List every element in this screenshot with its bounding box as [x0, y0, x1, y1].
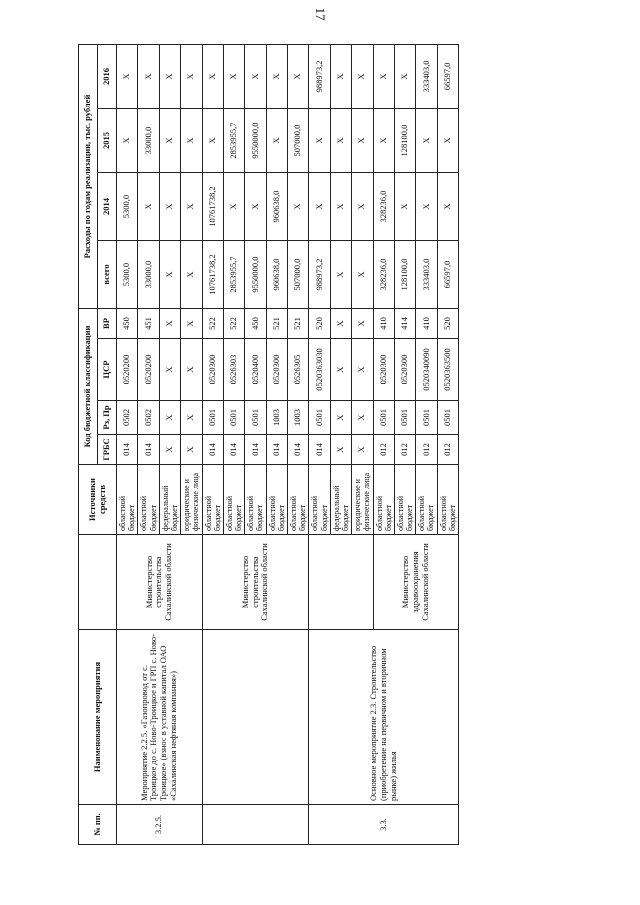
executor-cell: Министерство строительства Сахалинской области — [202, 535, 309, 630]
y2015-cell: X — [181, 109, 202, 173]
rotated-table-wrapper — [78, 45, 578, 845]
executor-cell: Министерство строительства Сахалинской области — [117, 535, 203, 630]
total-cell: X — [352, 241, 373, 309]
csr-cell: X — [330, 339, 351, 401]
rz-cell: 0501 — [416, 401, 437, 435]
grbs-cell: X — [181, 435, 202, 465]
measure-name: Мероприятие 2.2.5. «Газопровод от с. Троицкое до с. Ново-Троицкое и ГРП с. Ново-Троицкое» (взнос в уставной капитал ОАО «Сахалинская нефтяная компания») — [117, 630, 203, 805]
page-number: 17 — [313, 7, 328, 21]
y2015-cell: X — [330, 109, 351, 173]
y2015-cell: X — [202, 109, 223, 173]
total-cell: X — [159, 241, 180, 309]
y2014-cell: 5300,0 — [117, 173, 138, 241]
executor-cell: Министерство здравоохранения Сахалинской области — [373, 535, 459, 630]
total-cell: 507000,0 — [288, 241, 309, 309]
table-body — [117, 44, 459, 844]
vr-cell: 521 — [266, 309, 287, 339]
header-rz: Рз, Пр — [98, 401, 117, 435]
source-cell: областной бюджет — [394, 465, 415, 535]
source-cell: областной бюджет — [138, 465, 159, 535]
total-cell: 66597,0 — [437, 241, 458, 309]
grbs-cell: 012 — [437, 435, 458, 465]
y2014-cell: X — [309, 173, 330, 241]
grbs-cell: 012 — [373, 435, 394, 465]
vr-cell: 520 — [437, 309, 458, 339]
y2016-cell: X — [159, 44, 180, 108]
source-cell: областной бюджет — [117, 465, 138, 535]
y2014-cell: X — [416, 173, 437, 241]
vr-cell: 522 — [202, 309, 223, 339]
y2016-cell: X — [202, 44, 223, 108]
csr-cell: 0520200 — [117, 339, 138, 401]
y2016-cell: X — [223, 44, 244, 108]
total-cell: X — [181, 241, 202, 309]
y2015-cell: 507000,0 — [288, 109, 309, 173]
csr-cell: 0526303 — [223, 339, 244, 401]
grbs-cell: X — [159, 435, 180, 465]
measure-name — [202, 630, 309, 805]
csr-cell: 0520300 — [266, 339, 287, 401]
header-grbs: ГРБС — [98, 435, 117, 465]
source-cell: юридические и физические лица — [181, 465, 202, 535]
total-cell: 128100,0 — [394, 241, 415, 309]
y2014-cell: X — [181, 173, 202, 241]
grbs-cell: 014 — [288, 435, 309, 465]
rz-cell: 1003 — [266, 401, 287, 435]
grbs-cell: 014 — [266, 435, 287, 465]
y2015-cell: 33000,0 — [138, 109, 159, 173]
vr-cell: 414 — [394, 309, 415, 339]
header-code-group: Код бюджетной классификации — [79, 309, 98, 465]
y2015-cell: X — [352, 109, 373, 173]
rz-cell: X — [330, 401, 351, 435]
total-cell: 10761738,2 — [202, 241, 223, 309]
total-cell: 33000,0 — [138, 241, 159, 309]
y2016-cell: X — [352, 44, 373, 108]
header-executor — [79, 535, 117, 630]
total-cell: 2853955,7 — [223, 241, 244, 309]
total-cell: 9550000,0 — [245, 241, 266, 309]
rz-cell: X — [352, 401, 373, 435]
grbs-cell: 014 — [245, 435, 266, 465]
vr-cell: 522 — [223, 309, 244, 339]
rz-cell: X — [181, 401, 202, 435]
source-cell: областной бюджет — [309, 465, 330, 535]
header-total: всего — [98, 241, 117, 309]
header-name: Наименование мероприятия — [79, 630, 117, 805]
source-cell: областной бюджет — [223, 465, 244, 535]
y2016-cell: 988973,2 — [309, 44, 330, 108]
y2015-cell: X — [159, 109, 180, 173]
source-cell: областной бюджет — [437, 465, 458, 535]
source-cell: областной бюджет — [202, 465, 223, 535]
grbs-cell: 012 — [416, 435, 437, 465]
y2014-cell: X — [394, 173, 415, 241]
y2014-cell: 960638,0 — [266, 173, 287, 241]
csr-cell: 0520200 — [138, 339, 159, 401]
rz-cell: 0501 — [437, 401, 458, 435]
y2014-cell: X — [352, 173, 373, 241]
rz-cell: 1003 — [288, 401, 309, 435]
source-cell: областной бюджет — [266, 465, 287, 535]
header-2016: 2016 — [98, 44, 117, 108]
csr-cell: 0520363500 — [437, 339, 458, 401]
grbs-cell: X — [330, 435, 351, 465]
table-row — [309, 44, 330, 844]
y2016-cell: 66597,0 — [437, 44, 458, 108]
header-csr: ЦСР — [98, 339, 117, 401]
csr-cell: 0520300 — [202, 339, 223, 401]
csr-cell: 0526305 — [288, 339, 309, 401]
csr-cell: 0520300 — [394, 339, 415, 401]
source-cell: областной бюджет — [288, 465, 309, 535]
y2014-cell: X — [437, 173, 458, 241]
y2016-cell: X — [288, 44, 309, 108]
executor-cell — [309, 535, 373, 630]
row-number: 3.3. — [309, 805, 459, 845]
rz-cell: 0501 — [309, 401, 330, 435]
y2016-cell: X — [138, 44, 159, 108]
grbs-cell: X — [352, 435, 373, 465]
y2016-cell: X — [117, 44, 138, 108]
header-2015: 2015 — [98, 109, 117, 173]
rz-cell: 0501 — [223, 401, 244, 435]
y2015-cell: 9550000,0 — [245, 109, 266, 173]
header-expenses-group: Расходы по годам реализации, тыс. рублей — [79, 44, 98, 308]
grbs-cell: 014 — [138, 435, 159, 465]
table-header — [79, 44, 117, 844]
vr-cell: 450 — [117, 309, 138, 339]
y2016-cell: X — [373, 44, 394, 108]
rz-cell: X — [159, 401, 180, 435]
grbs-cell: 014 — [309, 435, 330, 465]
total-cell: 333403,0 — [416, 241, 437, 309]
grbs-cell: 014 — [117, 435, 138, 465]
rz-cell: 0501 — [394, 401, 415, 435]
total-cell: X — [330, 241, 351, 309]
csr-cell: X — [352, 339, 373, 401]
source-cell: областной бюджет — [416, 465, 437, 535]
y2016-cell: X — [245, 44, 266, 108]
rz-cell: 0502 — [117, 401, 138, 435]
rz-cell: 0501 — [202, 401, 223, 435]
vr-cell: 410 — [373, 309, 394, 339]
source-cell: областной бюджет — [373, 465, 394, 535]
grbs-cell: 012 — [394, 435, 415, 465]
y2015-cell: X — [416, 109, 437, 173]
vr-cell: 521 — [288, 309, 309, 339]
csr-cell: 0520340090 — [416, 339, 437, 401]
y2015-cell: X — [266, 109, 287, 173]
y2015-cell: X — [437, 109, 458, 173]
source-cell: федеральный бюджет — [159, 465, 180, 535]
y2016-cell: X — [330, 44, 351, 108]
total-cell: 5300,0 — [117, 241, 138, 309]
vr-cell: X — [159, 309, 180, 339]
y2016-cell: X — [394, 44, 415, 108]
row-number: 3.2.5. — [117, 805, 203, 845]
y2016-cell: X — [266, 44, 287, 108]
y2014-cell: X — [245, 173, 266, 241]
source-cell: юридические и физические лица — [352, 465, 373, 535]
header-2014: 2014 — [98, 173, 117, 241]
rz-cell: 0502 — [138, 401, 159, 435]
y2015-cell: X — [373, 109, 394, 173]
y2015-cell: 2853955,7 — [223, 109, 244, 173]
csr-cell: X — [181, 339, 202, 401]
header-num: № пп. — [79, 805, 117, 845]
y2014-cell: 328236,0 — [373, 173, 394, 241]
table-row — [117, 44, 138, 844]
row-number — [202, 805, 309, 845]
y2015-cell: 128100,0 — [394, 109, 415, 173]
vr-cell: 451 — [138, 309, 159, 339]
total-cell: 988973,2 — [309, 241, 330, 309]
y2015-cell: X — [117, 109, 138, 173]
y2014-cell: 10761738,2 — [202, 173, 223, 241]
y2016-cell: X — [181, 44, 202, 108]
budget-table — [78, 44, 459, 845]
vr-cell: 520 — [309, 309, 330, 339]
csr-cell: X — [159, 339, 180, 401]
csr-cell: 0520363030 — [309, 339, 330, 401]
source-cell: федеральный бюджет — [330, 465, 351, 535]
rz-cell: 0501 — [373, 401, 394, 435]
total-cell: 960638,0 — [266, 241, 287, 309]
header-source: Источники средств — [79, 465, 117, 535]
csr-cell: 0520300 — [373, 339, 394, 401]
y2014-cell: X — [138, 173, 159, 241]
csr-cell: 0520400 — [245, 339, 266, 401]
y2015-cell: X — [309, 109, 330, 173]
grbs-cell: 014 — [223, 435, 244, 465]
vr-cell: X — [181, 309, 202, 339]
y2014-cell: X — [159, 173, 180, 241]
y2014-cell: X — [223, 173, 244, 241]
measure-name: Основное мероприятие 2.3. Строительство (приобретение на первичном и вторичном рынке) жилья — [309, 630, 459, 805]
y2014-cell: X — [330, 173, 351, 241]
y2016-cell: 333403,0 — [416, 44, 437, 108]
total-cell: 328236,0 — [373, 241, 394, 309]
source-cell: областной бюджет — [245, 465, 266, 535]
vr-cell: X — [330, 309, 351, 339]
vr-cell: X — [352, 309, 373, 339]
rz-cell: 0501 — [245, 401, 266, 435]
vr-cell: 410 — [416, 309, 437, 339]
y2014-cell: X — [288, 173, 309, 241]
header-vr: ВР — [98, 309, 117, 339]
vr-cell: 450 — [245, 309, 266, 339]
grbs-cell: 014 — [202, 435, 223, 465]
table-row — [202, 44, 223, 844]
